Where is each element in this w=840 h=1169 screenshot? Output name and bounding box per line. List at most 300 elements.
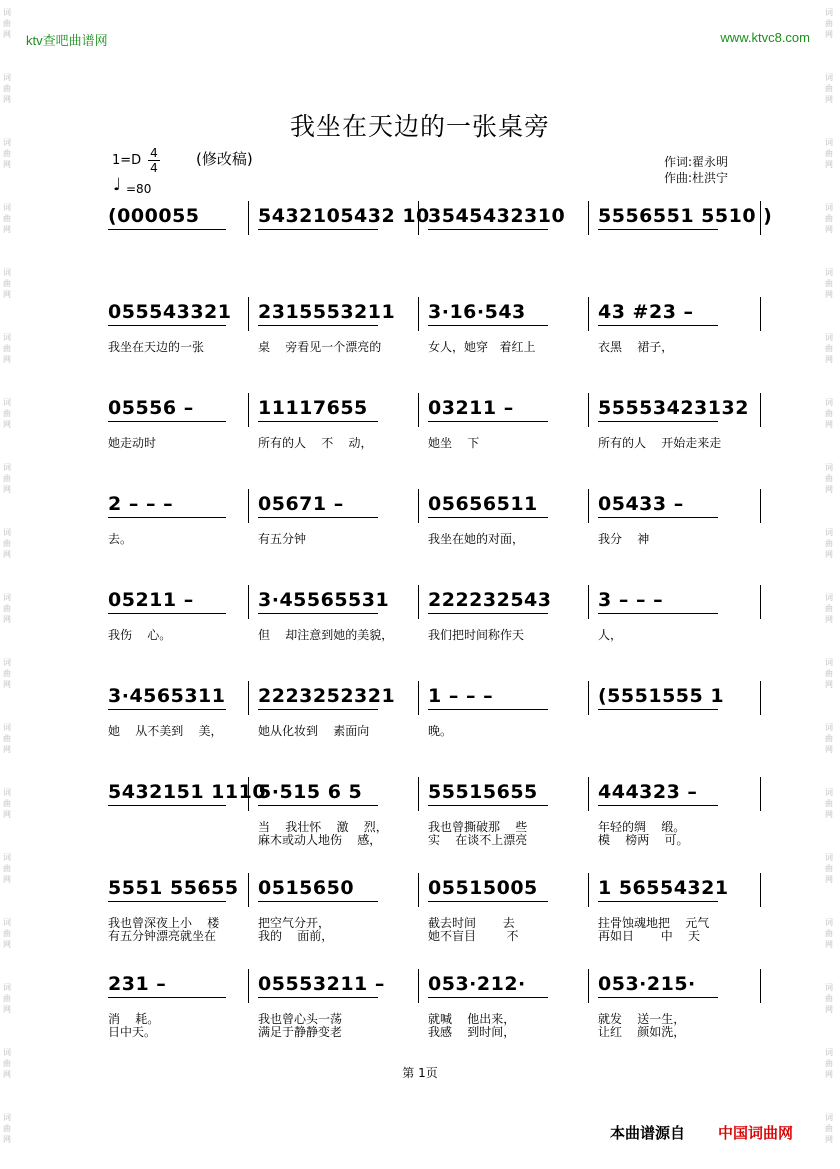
lyric-line-1: 截去时间 去 xyxy=(428,916,515,930)
source-label: 本曲谱源自 xyxy=(610,1124,686,1142)
watermark-char: 网 xyxy=(825,355,833,364)
watermark-char: 网 xyxy=(825,550,833,559)
lyric-line-1: 消 耗。 xyxy=(108,1012,160,1026)
beam-underline xyxy=(108,229,226,230)
measure-notes: 1 – – – xyxy=(428,685,494,707)
watermark-char: 网 xyxy=(825,745,833,754)
lyric-line-1: 去。 xyxy=(108,532,133,546)
beam-underline xyxy=(108,805,226,806)
lyric-line-1: 我也曾心头一荡 xyxy=(258,1012,343,1026)
beam-underline xyxy=(598,421,718,422)
watermark-char: 网 xyxy=(3,420,11,429)
barline xyxy=(248,681,249,715)
barline xyxy=(418,297,419,331)
watermark-char: 词 xyxy=(3,203,11,212)
barline xyxy=(418,393,419,427)
measure-notes: 11117655 xyxy=(258,397,368,419)
measure xyxy=(590,589,760,679)
watermark-char: 词 xyxy=(825,593,833,602)
watermark-char: 词 xyxy=(3,918,11,927)
watermark-char: 曲 xyxy=(3,539,11,548)
lyric-line-1: 拄骨蚀魂地把 元气 xyxy=(598,916,710,930)
score-row xyxy=(100,205,773,295)
watermark-char: 曲 xyxy=(825,279,833,288)
watermark-char: 词 xyxy=(825,853,833,862)
watermark-char: 网 xyxy=(825,1005,833,1014)
measure xyxy=(420,205,588,295)
beam-underline xyxy=(428,901,548,902)
watermark-char: 曲 xyxy=(3,929,11,938)
beam-underline xyxy=(598,325,718,326)
measure-notes: 2223252321 xyxy=(258,685,396,707)
right-watermark xyxy=(822,0,840,1169)
watermark-char: 曲 xyxy=(3,344,11,353)
watermark-char: 曲 xyxy=(3,19,11,28)
time-signature xyxy=(148,146,160,175)
barline xyxy=(248,201,249,235)
watermark-char: 词 xyxy=(825,723,833,732)
watermark-char: 词 xyxy=(825,8,833,17)
watermark-char: 曲 xyxy=(3,1124,11,1133)
barline xyxy=(760,489,761,523)
watermark-char: 网 xyxy=(3,810,11,819)
watermark-char: 网 xyxy=(3,290,11,299)
measure xyxy=(420,781,588,871)
watermark-char: 词 xyxy=(3,73,11,82)
watermark-char: 词 xyxy=(3,268,11,277)
measure xyxy=(250,781,418,871)
watermark-char: 词 xyxy=(825,658,833,667)
watermark-char: 曲 xyxy=(3,474,11,483)
barline xyxy=(418,777,419,811)
beam-underline xyxy=(258,997,378,998)
measure-notes: (000055 xyxy=(108,205,200,227)
measure-notes: 053·215· xyxy=(598,973,696,995)
lyric-line-2: 再如日 中 天 xyxy=(598,929,700,943)
beam-underline xyxy=(258,517,378,518)
watermark-char: 曲 xyxy=(825,539,833,548)
watermark-char: 网 xyxy=(3,160,11,169)
beam-underline xyxy=(598,805,718,806)
measure-notes: 3545432310 xyxy=(428,205,566,227)
barline xyxy=(588,585,589,619)
watermark-char: 网 xyxy=(3,875,11,884)
measure xyxy=(250,973,418,1063)
source-site[interactable]: 中国词曲网 xyxy=(718,1124,794,1142)
measure-notes: 1 56554321 xyxy=(598,877,729,899)
watermark-char: 词 xyxy=(3,8,11,17)
watermark-char: 词 xyxy=(3,463,11,472)
watermark-char: 词 xyxy=(825,918,833,927)
measure-notes: 5432151 1110 xyxy=(108,781,267,803)
watermark-char: 网 xyxy=(825,485,833,494)
watermark-char: 曲 xyxy=(825,409,833,418)
measure xyxy=(250,589,418,679)
beam-underline xyxy=(258,229,378,230)
beam-underline xyxy=(428,325,548,326)
measure xyxy=(100,589,248,679)
barline xyxy=(588,873,589,907)
barline xyxy=(760,297,761,331)
barline xyxy=(418,585,419,619)
lyric-line-1: 我坐在她的对面， xyxy=(428,532,525,546)
watermark-char: 曲 xyxy=(3,994,11,1003)
lyric-line-2: 日中天。 xyxy=(108,1025,157,1039)
watermark-char: 网 xyxy=(3,615,11,624)
barline xyxy=(760,681,761,715)
watermark-char: 曲 xyxy=(825,799,833,808)
lyric-line-1: 她走动时 xyxy=(108,436,157,450)
barline xyxy=(418,489,419,523)
beam-underline xyxy=(108,517,226,518)
measure-notes: 3 – – – xyxy=(598,589,664,611)
measure xyxy=(100,685,248,775)
watermark-char: 词 xyxy=(3,788,11,797)
lyric-line-1: 所有的人 不 动， xyxy=(258,436,373,450)
measure-notes: 05515005 xyxy=(428,877,538,899)
tempo: =80 xyxy=(126,182,152,196)
lyric-line-1: 但 却注意到她的美貌， xyxy=(258,628,394,642)
lyric-line-1: 就发 送一生， xyxy=(598,1012,686,1026)
quarter-note-icon: ♩ xyxy=(113,175,122,195)
measure xyxy=(250,685,418,775)
barline xyxy=(760,585,761,619)
lyric-line-1: 我分 神 xyxy=(598,532,650,546)
beam-underline xyxy=(428,421,548,422)
beam-underline xyxy=(598,997,718,998)
barline xyxy=(248,393,249,427)
barline xyxy=(248,873,249,907)
header-right-site[interactable]: www.ktvc8.com xyxy=(720,30,810,45)
barline xyxy=(588,489,589,523)
measure-notes: 05433 – xyxy=(598,493,684,515)
watermark-char: 词 xyxy=(3,593,11,602)
watermark-char: 网 xyxy=(825,95,833,104)
measure xyxy=(250,493,418,583)
lyric-line-1: 当 我壮怀 激 烈， xyxy=(258,820,388,834)
watermark-char: 词 xyxy=(825,1048,833,1057)
measure xyxy=(590,973,760,1063)
watermark-char: 曲 xyxy=(3,279,11,288)
beam-underline xyxy=(258,325,378,326)
lyric-line-1: 有五分钟 xyxy=(258,532,307,546)
watermark-char: 曲 xyxy=(825,474,833,483)
measure-notes: 55515655 xyxy=(428,781,538,803)
watermark-char: 曲 xyxy=(3,799,11,808)
beam-underline xyxy=(108,613,226,614)
lyric-line-1: 人， xyxy=(598,628,623,642)
header-left-site[interactable]: ktv查吧曲谱网 xyxy=(26,33,108,48)
beam-underline xyxy=(258,613,378,614)
barline xyxy=(588,969,589,1003)
barline xyxy=(248,969,249,1003)
watermark-char: 曲 xyxy=(3,84,11,93)
measure xyxy=(420,685,588,775)
lyric-line-1: 就喊 他出来， xyxy=(428,1012,516,1026)
measure-notes: 05553211 – xyxy=(258,973,385,995)
watermark-char: 网 xyxy=(825,160,833,169)
beam-underline xyxy=(258,805,378,806)
beam-underline xyxy=(598,709,718,710)
watermark-char: 词 xyxy=(825,463,833,472)
measure xyxy=(590,397,760,487)
score-row xyxy=(100,589,770,679)
lyric-line-2: 模 榜两 可。 xyxy=(598,833,689,847)
barline xyxy=(248,489,249,523)
beam-underline xyxy=(258,421,378,422)
lyric-line-2: 有五分钟漂亮就坐在 xyxy=(108,929,217,943)
measure-notes: 2315553211 xyxy=(258,301,396,323)
beam-underline xyxy=(598,613,718,614)
watermark-char: 曲 xyxy=(825,1059,833,1068)
measure-notes: 05671 – xyxy=(258,493,344,515)
watermark-char: 词 xyxy=(825,398,833,407)
score-row xyxy=(100,301,770,391)
watermark-char: 曲 xyxy=(825,929,833,938)
page-number: 第 1页 xyxy=(402,1066,438,1080)
score-row xyxy=(100,781,770,871)
measure xyxy=(250,205,430,295)
measure-notes: 05211 – xyxy=(108,589,194,611)
barline xyxy=(760,777,761,811)
watermark-char: 曲 xyxy=(825,149,833,158)
measure-notes: 43 #23 – xyxy=(598,301,694,323)
watermark-char: 网 xyxy=(825,940,833,949)
score-row xyxy=(100,973,770,1063)
revision-note: (修改稿) xyxy=(196,150,253,168)
measure-notes: 231 – xyxy=(108,973,167,995)
beam-underline xyxy=(108,421,226,422)
watermark-char: 网 xyxy=(3,745,11,754)
beam-underline xyxy=(428,997,548,998)
measure-notes: 3·4565311 xyxy=(108,685,226,707)
beam-underline xyxy=(108,325,226,326)
watermark-char: 词 xyxy=(825,528,833,537)
lyric-line-2: 我的 面前， xyxy=(258,929,334,943)
lyric-line-1: 所有的人 开始走来走 xyxy=(598,436,722,450)
barline xyxy=(418,873,419,907)
measure xyxy=(420,301,588,391)
score-row xyxy=(100,685,770,775)
measure-notes: 05656511 xyxy=(428,493,538,515)
watermark-char: 网 xyxy=(825,290,833,299)
measure xyxy=(100,877,248,967)
lyricist: 作词:翟永明 xyxy=(664,155,729,169)
measure xyxy=(250,877,418,967)
watermark-char: 网 xyxy=(3,1135,11,1144)
lyric-line-1: 女人，她穿 着红上 xyxy=(428,340,536,354)
watermark-char: 曲 xyxy=(825,84,833,93)
watermark-char: 曲 xyxy=(825,994,833,1003)
beam-underline xyxy=(108,997,226,998)
watermark-char: 词 xyxy=(3,528,11,537)
measure-notes: 3·45565531 xyxy=(258,589,390,611)
lyric-line-1: 她 从不美到 美， xyxy=(108,724,223,738)
watermark-char: 曲 xyxy=(825,1124,833,1133)
watermark-char: 曲 xyxy=(825,864,833,873)
watermark-char: 网 xyxy=(3,1005,11,1014)
time-bottom: 4 xyxy=(148,160,160,175)
barline xyxy=(588,201,589,235)
watermark-char: 词 xyxy=(3,658,11,667)
watermark-char: 曲 xyxy=(825,214,833,223)
beam-underline xyxy=(598,229,718,230)
lyric-line-1: 我们把时间称作天 xyxy=(428,628,525,642)
watermark-char: 网 xyxy=(3,30,11,39)
watermark-char: 网 xyxy=(825,30,833,39)
measure-notes: 222232543 xyxy=(428,589,552,611)
watermark-char: 网 xyxy=(3,680,11,689)
measure xyxy=(250,397,418,487)
time-top: 4 xyxy=(150,146,158,160)
lyric-line-1: 我也曾撕破那 些 xyxy=(428,820,528,834)
watermark-char: 词 xyxy=(3,983,11,992)
watermark-char: 曲 xyxy=(3,149,11,158)
beam-underline xyxy=(258,901,378,902)
barline xyxy=(588,681,589,715)
barline xyxy=(588,297,589,331)
watermark-char: 网 xyxy=(3,95,11,104)
lyric-line-2: 麻木或动人地伤 感， xyxy=(258,833,382,847)
watermark-char: 网 xyxy=(825,810,833,819)
watermark-char: 曲 xyxy=(3,1059,11,1068)
watermark-char: 词 xyxy=(3,398,11,407)
watermark-char: 网 xyxy=(3,1070,11,1079)
measure-notes: 444323 – xyxy=(598,781,698,803)
watermark-char: 词 xyxy=(825,1113,833,1122)
beam-underline xyxy=(108,709,226,710)
watermark-char: 词 xyxy=(825,788,833,797)
watermark-char: 曲 xyxy=(3,604,11,613)
song-title: 我坐在天边的一张桌旁 xyxy=(289,112,550,141)
watermark-char: 网 xyxy=(3,355,11,364)
measure-notes: 5·515 6 5 xyxy=(258,781,363,803)
watermark-char: 词 xyxy=(3,333,11,342)
measure-notes: 5551 55655 xyxy=(108,877,239,899)
watermark-char: 曲 xyxy=(3,214,11,223)
watermark-char: 网 xyxy=(3,225,11,234)
lyric-line-2: 让红 颜如洗， xyxy=(598,1025,686,1039)
watermark-char: 网 xyxy=(825,875,833,884)
measure-notes: 05556 – xyxy=(108,397,194,419)
lyric-line-1: 我伤 心。 xyxy=(108,628,172,642)
beam-underline xyxy=(108,901,226,902)
watermark-char: 网 xyxy=(825,225,833,234)
measure xyxy=(100,781,267,871)
score-row xyxy=(100,877,770,967)
watermark-char: 网 xyxy=(825,1070,833,1079)
measure xyxy=(420,493,588,583)
lyric-line-1: 把空气分开， xyxy=(258,916,331,930)
measure-notes: 0515650 xyxy=(258,877,355,899)
barline xyxy=(248,297,249,331)
watermark-char: 词 xyxy=(3,1048,11,1057)
lyric-line-1: 衣黑 裙子， xyxy=(598,340,674,354)
watermark-char: 网 xyxy=(825,615,833,624)
barline xyxy=(760,969,761,1003)
lyric-line-1: 我也曾深夜上小 楼 xyxy=(108,916,220,930)
barline xyxy=(760,393,761,427)
watermark-char: 曲 xyxy=(825,669,833,678)
measure xyxy=(590,301,760,391)
lyric-line-1: 晚。 xyxy=(428,724,453,738)
measure xyxy=(590,877,760,967)
beam-underline xyxy=(598,517,718,518)
watermark-char: 曲 xyxy=(3,734,11,743)
lyric-line-1: 年轻的绸 缎。 xyxy=(598,820,686,834)
measure-notes: 3·16·543 xyxy=(428,301,526,323)
watermark-char: 词 xyxy=(3,1113,11,1122)
beam-underline xyxy=(258,709,378,710)
measure xyxy=(100,397,248,487)
watermark-char: 词 xyxy=(825,73,833,82)
watermark-char: 词 xyxy=(825,268,833,277)
lyric-line-2: 她不盲目 不 xyxy=(428,929,519,943)
measure xyxy=(590,781,760,871)
lyric-line-1: 她坐 下 xyxy=(428,436,480,450)
measure-notes: 5556551 5510 ) xyxy=(598,205,773,227)
barline xyxy=(760,873,761,907)
measure xyxy=(590,493,760,583)
measure xyxy=(420,397,588,487)
measure xyxy=(590,685,760,775)
watermark-char: 词 xyxy=(825,203,833,212)
lyric-line-1: 我坐在天边的一张 xyxy=(108,340,205,354)
watermark-char: 词 xyxy=(3,723,11,732)
measure-notes: 2 – – – xyxy=(108,493,174,515)
watermark-char: 网 xyxy=(825,1135,833,1144)
watermark-char: 词 xyxy=(825,333,833,342)
watermark-char: 网 xyxy=(3,550,11,559)
measure-notes: 053·212· xyxy=(428,973,526,995)
watermark-char: 曲 xyxy=(825,344,833,353)
watermark-char: 词 xyxy=(3,138,11,147)
composer: 作曲:杜洪宁 xyxy=(664,171,729,185)
lyric-line-1: 她从化妆到 素面向 xyxy=(258,724,370,738)
measure-notes: 5432105432 10 xyxy=(258,205,430,227)
measure xyxy=(420,877,588,967)
score-row xyxy=(100,493,770,583)
key-signature: 1=D xyxy=(112,153,142,168)
lyric-line-2: 我感 到时间， xyxy=(428,1025,516,1039)
lyric-line-2: 实 在谈不上漂亮 xyxy=(428,833,528,847)
watermark-char: 网 xyxy=(3,485,11,494)
measure-notes: 03211 – xyxy=(428,397,514,419)
left-watermark xyxy=(0,0,18,1169)
beam-underline xyxy=(598,901,718,902)
score-row xyxy=(100,397,770,487)
measure-notes: 055543321 xyxy=(108,301,232,323)
barline xyxy=(588,393,589,427)
beam-underline xyxy=(428,805,548,806)
watermark-char: 网 xyxy=(3,940,11,949)
barline xyxy=(418,681,419,715)
watermark-char: 网 xyxy=(825,680,833,689)
watermark-char: 曲 xyxy=(3,669,11,678)
watermark-char: 词 xyxy=(825,138,833,147)
watermark-char: 词 xyxy=(825,983,833,992)
measure xyxy=(100,301,248,391)
barline xyxy=(248,585,249,619)
lyric-line-1: 桌 旁看见一个漂亮的 xyxy=(258,340,382,354)
watermark-char: 曲 xyxy=(3,409,11,418)
watermark-char: 曲 xyxy=(825,734,833,743)
measure-notes: 55553423132 xyxy=(598,397,749,419)
barline xyxy=(588,777,589,811)
measure xyxy=(100,973,248,1063)
watermark-char: 曲 xyxy=(825,604,833,613)
beam-underline xyxy=(428,517,548,518)
